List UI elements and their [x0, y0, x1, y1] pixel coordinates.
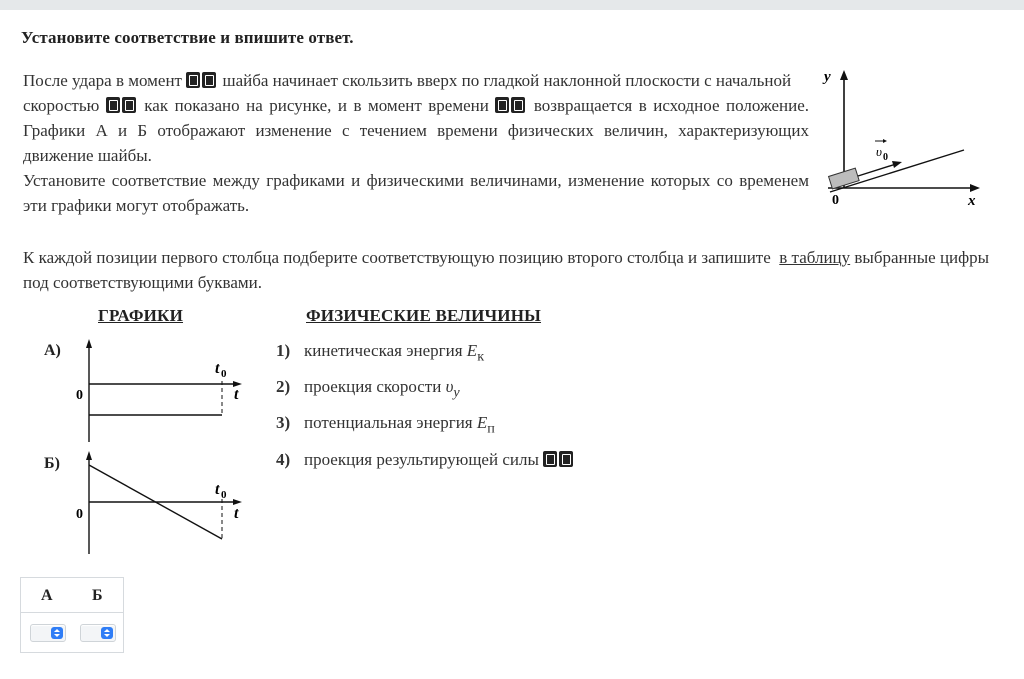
top-bar	[0, 0, 1024, 10]
select-chevron-icon	[51, 627, 63, 639]
option-4-number: 4)	[276, 450, 291, 469]
problem-text	[23, 68, 809, 218]
option-2-sub: y	[453, 384, 460, 401]
option-1-symbol: E	[466, 341, 478, 360]
problem-p1-start: После удара в момент	[23, 71, 182, 90]
option-2-number: 2)	[276, 377, 291, 396]
answer-b-select[interactable]	[80, 624, 116, 642]
graph-a	[70, 336, 250, 444]
diagram-y-arrow-icon	[840, 70, 848, 80]
graph-b-t0-sub: 0	[221, 489, 227, 501]
column-quantities-heading: ФИЗИЧЕСКИЕ ВЕЛИЧИНЫ	[306, 306, 542, 325]
graph-a-origin: 0	[76, 388, 83, 403]
formula-fy-icon	[543, 451, 575, 467]
graph-a-y-arrow-icon	[86, 339, 92, 348]
answer-table	[20, 577, 124, 653]
graph-b-y-arrow-icon	[86, 451, 92, 460]
problem-p2-start: скоростью	[23, 96, 100, 115]
option-3-sub: п	[487, 420, 495, 437]
answer-a-select[interactable]	[30, 624, 66, 642]
puck-icon	[829, 168, 860, 189]
formula-v0-icon	[106, 95, 138, 111]
formula-t-equals-0-icon	[186, 70, 218, 86]
option-1-number: 1)	[276, 341, 291, 360]
velocity-vector	[858, 164, 896, 176]
answer-table-header	[21, 578, 123, 613]
option-2-symbol: υ	[445, 377, 454, 396]
table-link[interactable]: в таблицу	[779, 248, 851, 267]
task-heading: Установите соответствие и впишите ответ.	[21, 28, 354, 47]
option-3-text: потенциальная энергия	[304, 413, 477, 432]
diagram-x-arrow-icon	[970, 184, 980, 192]
graph-a-t0-sub: 0	[221, 368, 227, 380]
option-3	[276, 413, 495, 437]
option-4	[276, 450, 575, 470]
column-graphs-heading: ГРАФИКИ	[98, 306, 184, 325]
graph-a-t0-label: t	[215, 360, 220, 377]
diagram-y-label: y	[824, 69, 831, 85]
option-2	[276, 377, 460, 401]
option-1	[276, 341, 484, 365]
graph-b-t-label: t	[234, 505, 239, 522]
graph-a-t-label: t	[234, 386, 239, 403]
instruction-text	[23, 245, 1003, 295]
problem-p2-middle: как показано на рисунке, и в момент времени	[144, 96, 489, 115]
graph-b-label: Б)	[44, 455, 60, 472]
option-1-text: кинетическая энергия	[304, 341, 467, 360]
instruction-start: К каждой позиции первого столбца подберите соответствующую позицию второго столбца и запишите	[23, 248, 771, 267]
graph-b	[70, 448, 250, 556]
answer-col-b-heading: Б	[92, 587, 103, 604]
answer-col-a-heading: А	[41, 587, 53, 604]
velocity-arrow-icon	[892, 161, 902, 168]
option-4-text: проекция результирующей силы	[304, 450, 539, 469]
diagram-x-label: x	[968, 193, 976, 209]
formula-t-equals-t0-icon	[495, 95, 527, 111]
problem-p2-end: возвращается в исходное положение. Графики А и Б отображают изменение с течением времени физических величин, характеризующих движение шайбы.	[23, 96, 810, 165]
problem-p1-end: шайба начинает скользить вверх по гладкой наклонной плоскости с начальной	[222, 71, 792, 90]
v0-vector-bar-arrow-icon	[883, 139, 887, 143]
graph-a-label: А)	[44, 342, 61, 359]
diagram-v-sub: 0	[883, 152, 888, 163]
diagram-origin: 0	[832, 193, 839, 208]
select-chevron-icon	[101, 627, 113, 639]
option-3-symbol: E	[476, 413, 488, 432]
graph-b-origin: 0	[76, 507, 83, 522]
diagram-v-label: υ	[876, 144, 882, 159]
instruction-end: выбранные цифры под соответствующими буквами.	[23, 248, 990, 292]
problem-p3: Установите соответствие между графиками и физическими величинами, изменение которых со временем эти графики могут отображать.	[23, 171, 809, 215]
option-1-sub: к	[477, 348, 485, 365]
incline-diagram	[818, 64, 990, 214]
option-3-number: 3)	[276, 413, 291, 432]
graph-b-t0-label: t	[215, 481, 220, 498]
option-2-text: проекция скорости	[304, 377, 446, 396]
